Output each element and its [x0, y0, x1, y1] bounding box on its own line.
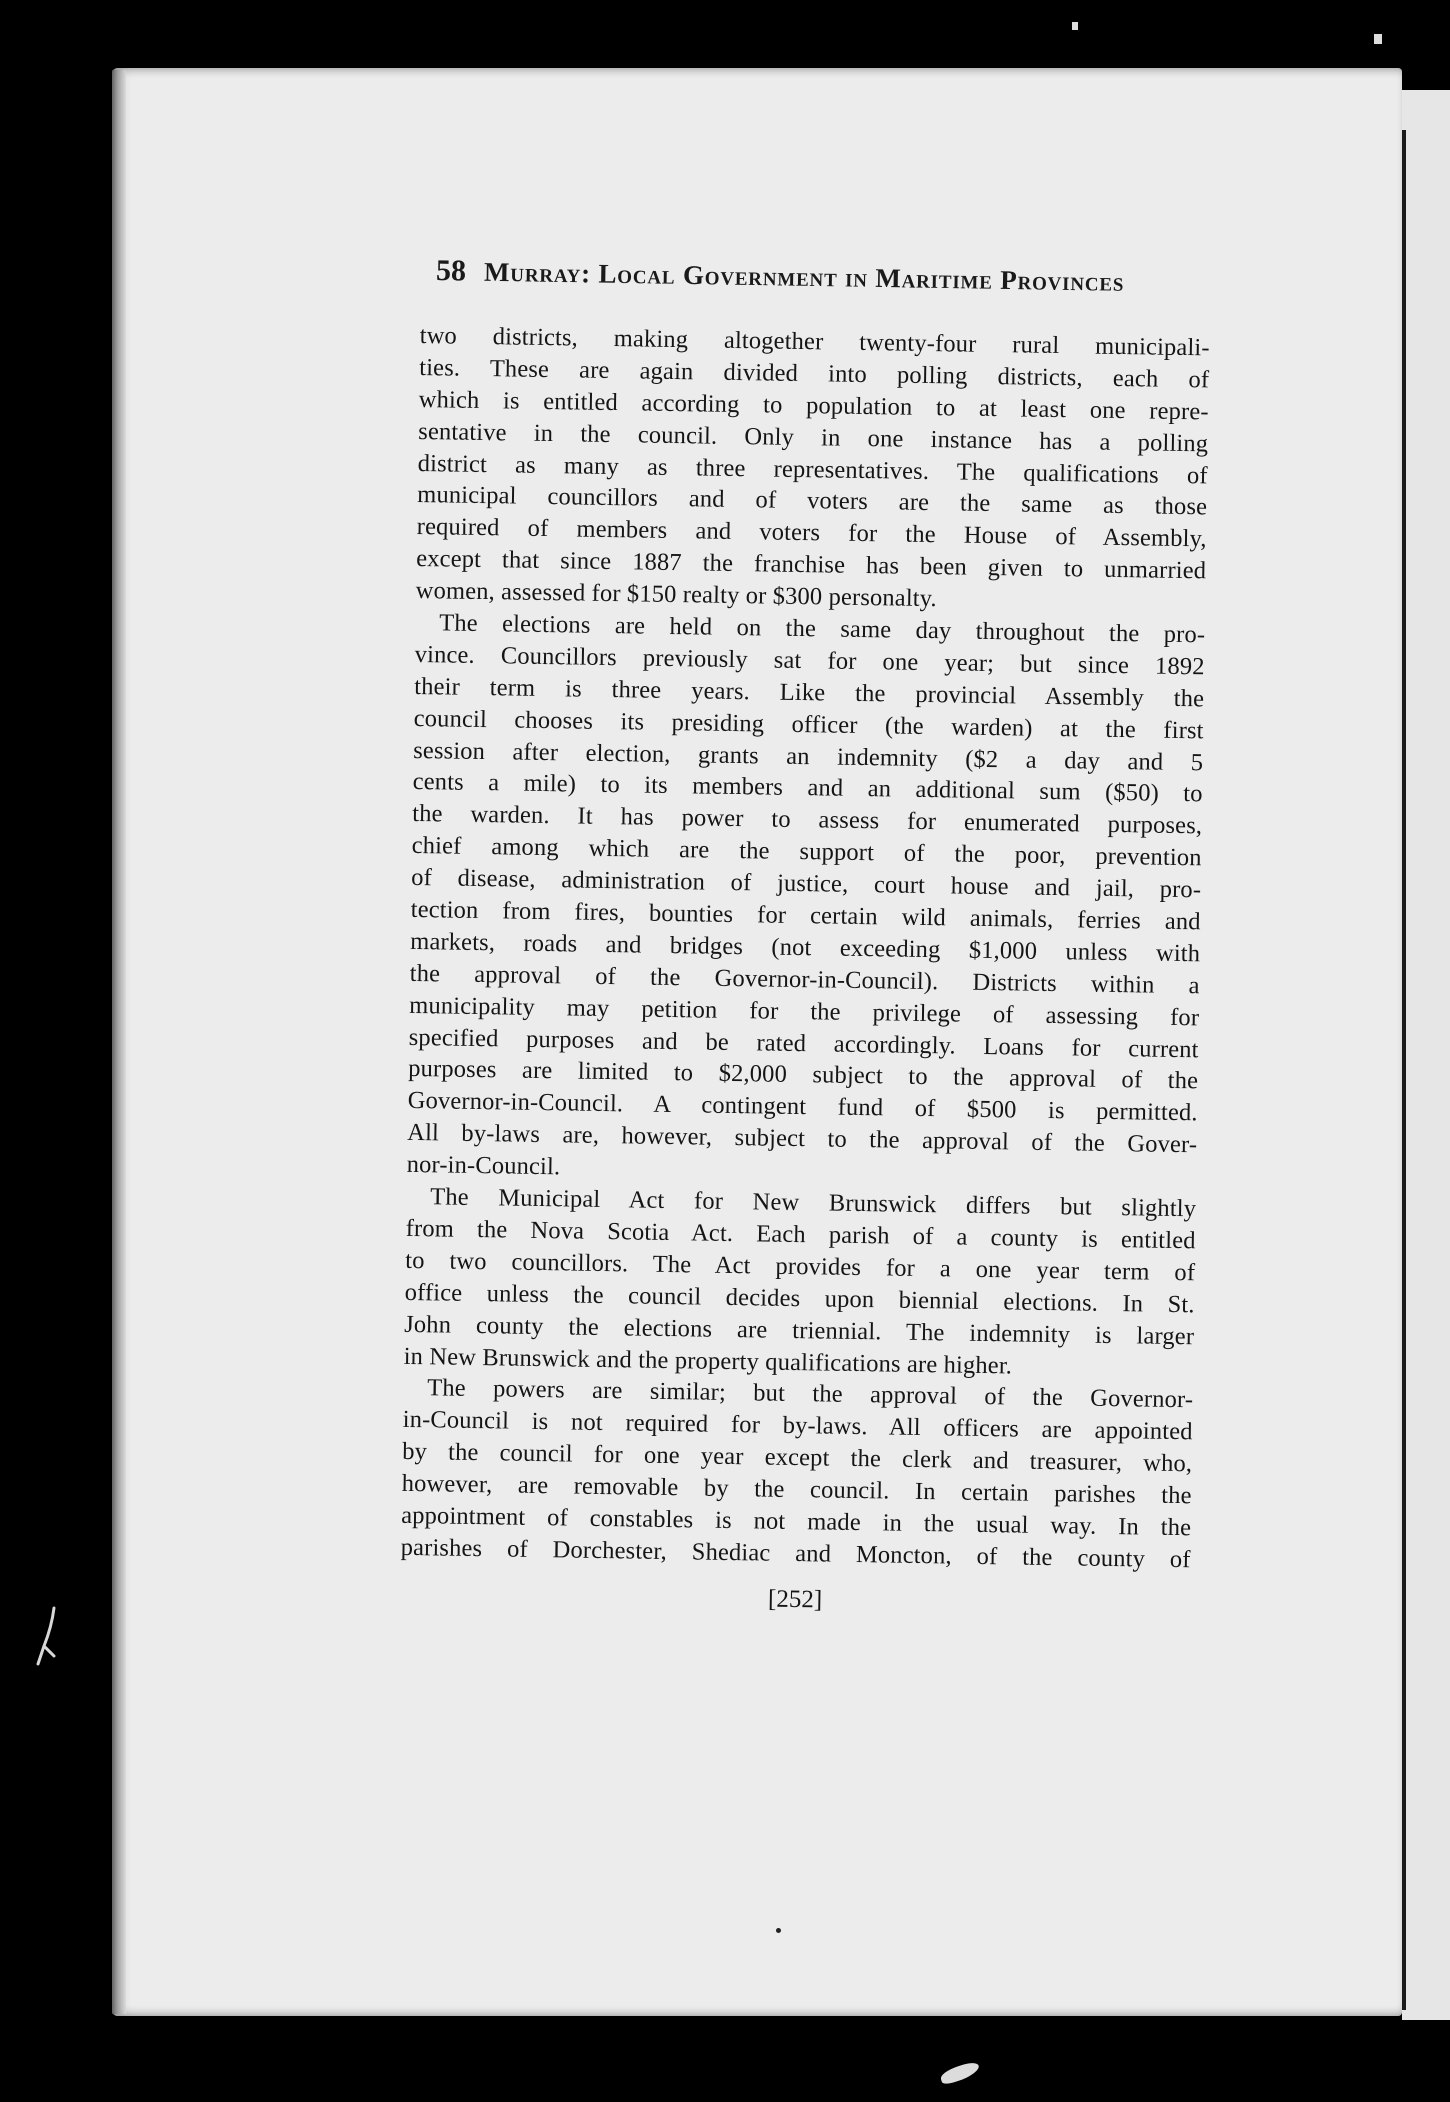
text-line: tection from fires, bounties for certain wild animals, ferries and [410, 895, 1201, 936]
text-line: municipal councillors and of voters are the same as those [417, 481, 1208, 521]
text-line: vince. Councillors previously sat for one year; but since 1892 [414, 640, 1205, 681]
text-line: All by-laws are, however, subject to the approval of the Gover- [407, 1119, 1198, 1159]
text-line: chief among which are the support of the poor, prevention [411, 832, 1202, 872]
adjacent-page-edge [1402, 90, 1450, 2020]
text-line: from the Nova Scotia Act. Each parish of a county is entitled [405, 1214, 1196, 1255]
text-line: to two councillors. The Act provides for a one year term of [405, 1246, 1196, 1287]
text-line: parishes of Dorchester, Shediac and Moncton, of the county of [400, 1533, 1191, 1574]
text-line: ties. These are again divided into polling districts, each of [419, 353, 1210, 394]
scan-speck [1072, 22, 1078, 30]
text-line: specified purposes and be rated accordingly. Loans for current [408, 1023, 1199, 1063]
text-line: two districts, making altogether twenty-four rural municipali- [419, 321, 1210, 362]
text-line: appointment of constables is not made in the usual way. In the [401, 1501, 1192, 1542]
text-line: The Municipal Act for New Brunswick differs but slightly [430, 1183, 1197, 1223]
text-line: markets, roads and bridges (not exceeding $1,000 unless with [410, 927, 1201, 968]
text-line: of disease, administration of justice, court house and jail, pro- [411, 864, 1202, 904]
text-line: The elections are held on the same day throughout the pro- [439, 609, 1206, 649]
text-line: except that since 1887 the franchise has been given to unmarried [416, 545, 1207, 585]
text-line: in-Council is not required for by-laws. All officers are appointed [402, 1406, 1193, 1446]
body-text [400, 320, 1209, 1576]
text-line: The powers are similar; but the approval of the Governor- [427, 1374, 1194, 1414]
text-line: nor-in-Council. [406, 1151, 561, 1181]
text-line: however, are removable by the council. In certain parishes the [401, 1469, 1192, 1510]
text-line: municipality may petition for the privilege of assessing for [409, 991, 1200, 1032]
page-gutter-shadow [112, 70, 126, 2014]
text-line: John county the elections are triennial. The indemnity is larger [404, 1310, 1195, 1350]
text-line: sentative in the council. Only in one instance has a polling [418, 417, 1209, 458]
scan-speck [1374, 34, 1382, 44]
text-line: in New Brunswick and the property qualifications are higher. [403, 1342, 1013, 1379]
text-line: the approval of the Governor-in-Council). Districts within a [409, 959, 1200, 1000]
text-line: required of members and voters for the House of Assembly, [416, 513, 1207, 553]
text-line: office unless the council decides upon biennial elections. In St. [404, 1278, 1195, 1319]
scan-dot [776, 1928, 781, 1933]
text-line: women, assessed for $150 realty or $300 personalty. [415, 577, 938, 613]
text-line: session after election, grants an indemnity ($2 a day and 5 [413, 736, 1204, 776]
text-line: the warden. It has power to assess for enumerated purposes, [412, 800, 1203, 840]
text-line: by the council for one year except the clerk and treasurer, who, [402, 1438, 1193, 1478]
text-line: their term is three years. Like the provincial Assembly the [414, 672, 1205, 713]
text-line: Governor-in-Council. A contingent fund of $500 is permitted. [407, 1087, 1198, 1127]
book-spine-line [1402, 130, 1406, 2010]
text-line: purposes are limited to $2,000 subject to the approval of the [408, 1055, 1199, 1095]
text-line: cents a mile) to its members and an additional sum ($50) to [412, 768, 1203, 808]
text-line: district as many as three representatives. The qualifications of [417, 449, 1208, 489]
original-page-number: [252] [767, 1585, 823, 1614]
text-line: which is entitled according to population to at least one repre- [418, 385, 1209, 426]
text-line: council chooses its presiding officer (the warden) at the first [413, 704, 1204, 745]
page-number: 58 [435, 254, 467, 288]
pencil-margin-mark [34, 1606, 60, 1670]
running-title: Murray: Local Government in Maritime Provinces [483, 256, 1125, 297]
